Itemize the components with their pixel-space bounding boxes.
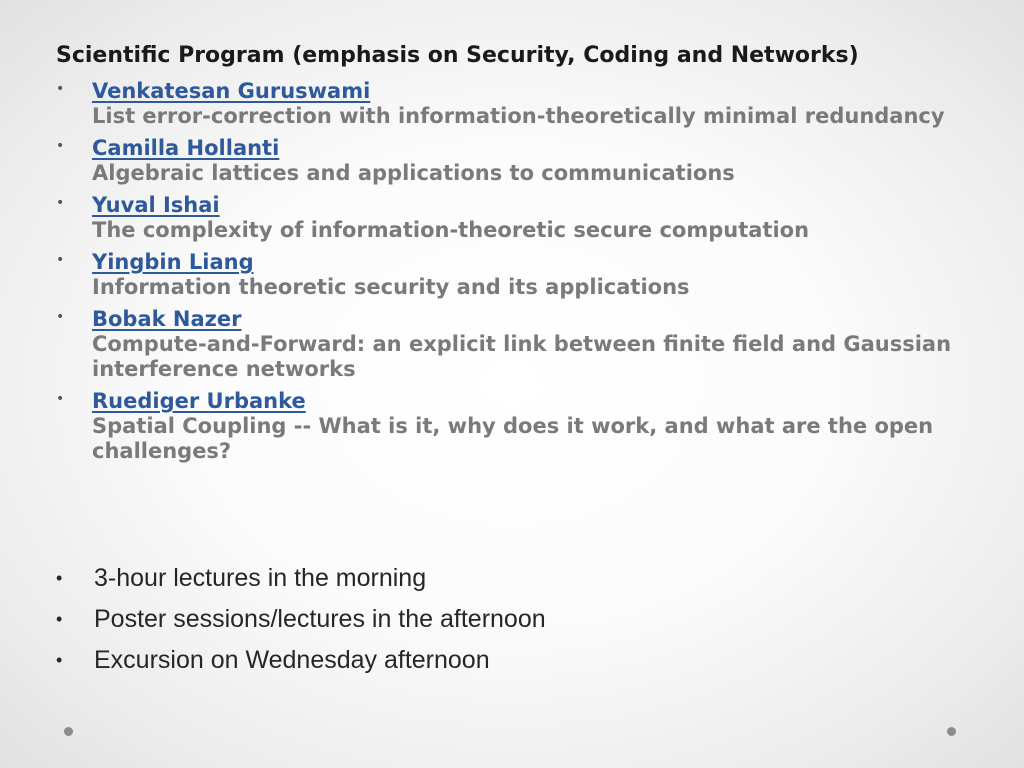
bullet-icon: •: [56, 650, 63, 670]
speaker-link-guruswami[interactable]: Venkatesan Guruswami: [92, 79, 371, 103]
speaker-item: [56, 136, 956, 186]
bullet-icon: •: [56, 309, 65, 325]
note-item: [56, 558, 546, 599]
bullet-icon: •: [56, 81, 65, 97]
talk-title: Compute-and-Forward: an explicit link between finite field and Gaussian interference networks: [92, 332, 952, 381]
note-item: [56, 640, 546, 681]
program-heading: Scientific Program (emphasis on Security, Coding and Networks): [56, 43, 859, 68]
decorative-dot-left: [64, 727, 73, 736]
bullet-icon: •: [56, 138, 65, 154]
speaker-item: [56, 389, 956, 464]
bullet-icon: •: [56, 609, 63, 629]
note-text: Excursion on Wednesday afternoon: [94, 646, 490, 674]
speaker-link-liang[interactable]: Yingbin Liang: [92, 250, 254, 274]
speaker-link-hollanti[interactable]: Camilla Hollanti: [92, 136, 280, 160]
talk-title: Algebraic lattices and applications to communications: [92, 161, 735, 185]
speaker-item: [56, 193, 956, 243]
speaker-item: [56, 79, 956, 129]
talk-title: The complexity of information-theoretic secure computation: [92, 218, 810, 242]
schedule-notes: [56, 558, 546, 681]
decorative-dot-right: [947, 727, 956, 736]
talk-title: Information theoretic security and its applications: [92, 275, 690, 299]
speaker-list: [56, 79, 956, 471]
note-text: Poster sessions/lectures in the afternoon: [94, 605, 546, 633]
speaker-item: [56, 307, 956, 382]
note-text: 3-hour lectures in the morning: [94, 564, 427, 592]
talk-title: List error-correction with information-theoretically minimal redundancy: [92, 104, 945, 128]
note-item: [56, 599, 546, 640]
speaker-item: [56, 250, 956, 300]
speaker-link-ishai[interactable]: Yuval Ishai: [92, 193, 220, 217]
bullet-icon: •: [56, 195, 65, 211]
bullet-icon: •: [56, 391, 65, 407]
speaker-link-urbanke[interactable]: Ruediger Urbanke: [92, 389, 306, 413]
bullet-icon: •: [56, 568, 63, 588]
talk-title: Spatial Coupling -- What is it, why does it work, and what are the open challenges?: [92, 414, 934, 463]
bullet-icon: •: [56, 252, 65, 268]
speaker-link-nazer[interactable]: Bobak Nazer: [92, 307, 242, 331]
